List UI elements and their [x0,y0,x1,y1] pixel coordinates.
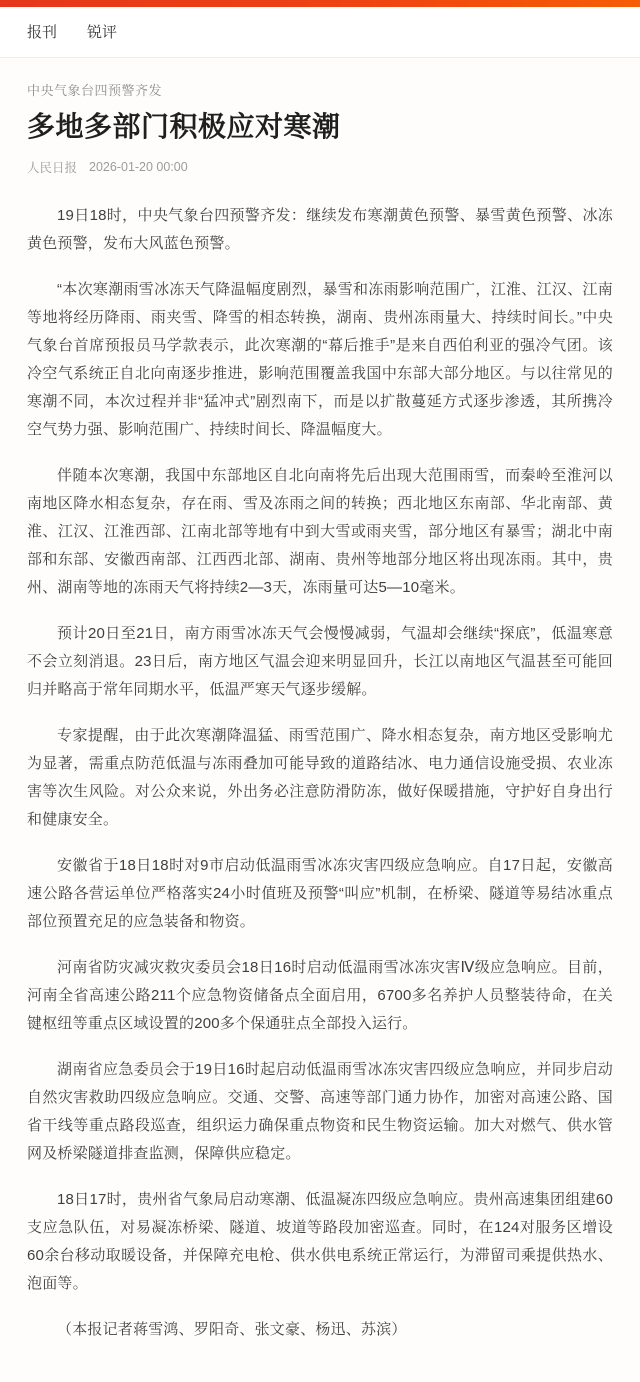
article-body [27,202,613,1382]
article-paragraph: 专家提醒，由于此次寒潮降温猛、雨雪范围广、降水相态复杂，南方地区受影响尤为显著，需重点防范低温与冻雨叠加可能导致的道路结冰、电力通信设施受损、农业冻害等次生风险。对公众来说，外出务必注意防滑防冻，做好保暖措施，守护好自身出行和健康安全。 [27,727,613,828]
article-paragraph: （本报记者蒋雪鸿、罗阳奇、张文豪、杨迅、苏滨） [57,1321,407,1338]
article-paragraph: 伴随本次寒潮，我国中东部地区自北向南将先后出现大范围雨雪，而秦岭至淮河以南地区降水相态复杂，存在雨、雪及冻雨之间的转换；西北地区东南部、华北南部、黄淮、江汉、江淮西部、江南北部等地有中到大雪或雨夹雪，部分地区有暴雪；湖北中南部和东部、安徽西南部、江西西北部、湖南、贵州等地部分地区将出现冻雨。其中，贵州、湖南等地的冻雨天气将持续2—3天，冻雨量可达5—10毫米。 [27,467,613,596]
tab-newspaper[interactable]: 报刊 [27,23,58,41]
article-paragraph: 河南省防灾减灾救灾委员会18日16时启动低温雨雪冰冻灾害Ⅳ级应急响应。目前，河南全省高速公路211个应急物资储备点全面启用，6700多名养护人员整装待命，在关键枢纽等重点区域设置的200多个保通驻点全部投入运行。 [27,959,613,1032]
article-paragraph: “本次寒潮雨雪冰冻天气降温幅度剧烈，暴雪和冻雨影响范围广，江淮、江汉、江南等地将经历降雨、雨夹雪、降雪的相态转换，湖南、贵州冻雨量大、持续时间长。”中央气象台首席预报员马学款表示，此次寒潮的“幕后推手”是来自西伯利亚的强冷气团。该冷空气系统正自北向南逐步推进，影响范围覆盖我国中东部大部分地区。与以往常见的寒潮不同，本次过程并非“猛冲式”剧烈南下，而是以扩散蔓延方式逐步渗透，其所携冷空气势力强、影响范围广、持续时间长、降温幅度大。 [27,281,613,438]
article-paragraph: 安徽省于18日18时对9市启动低温雨雪冰冻灾害四级应急响应。自17日起，安徽高速公路各营运单位严格落实24小时值班及预警“叫应”机制，在桥梁、隧道等易结冰重点部位预置充足的应急装备和物资。 [27,857,613,930]
tab-bar [0,7,640,58]
article-source: 人民日报 [27,161,78,175]
article-paragraph: 18日17时，贵州省气象局启动寒潮、低温凝冻四级应急响应。贵州高速集团组建60支应急队伍，对易凝冻桥梁、隧道、坡道等路段加密巡查。同时，在124对服务区增设60余台移动取暖设备，并保障充电枪、供水供电系统正常运行，为滞留司乘提供热水、泡面等。 [27,1191,613,1292]
article-paragraph: 预计20日至21日，南方雨雪冰冻天气会慢慢减弱，气温却会继续“探底”，低温寒意不会立刻消退。23日后，南方地区气温会迎来明显回升，长江以南地区气温甚至可能回归并略高于常年同期水平，低温严寒天气逐步缓解。 [27,625,613,698]
article-paragraph: 湖南省应急委员会于19日16时起启动低温雨雪冰冻灾害四级应急响应，并同步启动自然灾害救助四级应急响应。交通、交警、高速等部门通力协作，加密对高速公路、国省干线等重点路段巡查，组织运力确保重点物资和民生物资运输。加大对燃气、供水管网及桥梁隧道排查监测，保障供应稳定。 [27,1061,613,1162]
article-kicker: 中央气象台四预警齐发 [27,83,163,98]
tab-commentary[interactable]: 锐评 [87,23,118,41]
article-datetime: 2026-01-20 00:00 [89,160,188,174]
article-meta [27,158,613,176]
article-paragraph: 19日18时，中央气象台四预警齐发：继续发布寒潮黄色预警、暴雪黄色预警、冰冻黄色预警，发布大风蓝色预警。 [27,207,613,252]
article-view [0,58,640,1382]
article-title: 多地多部门积极应对寒潮 [27,111,341,142]
